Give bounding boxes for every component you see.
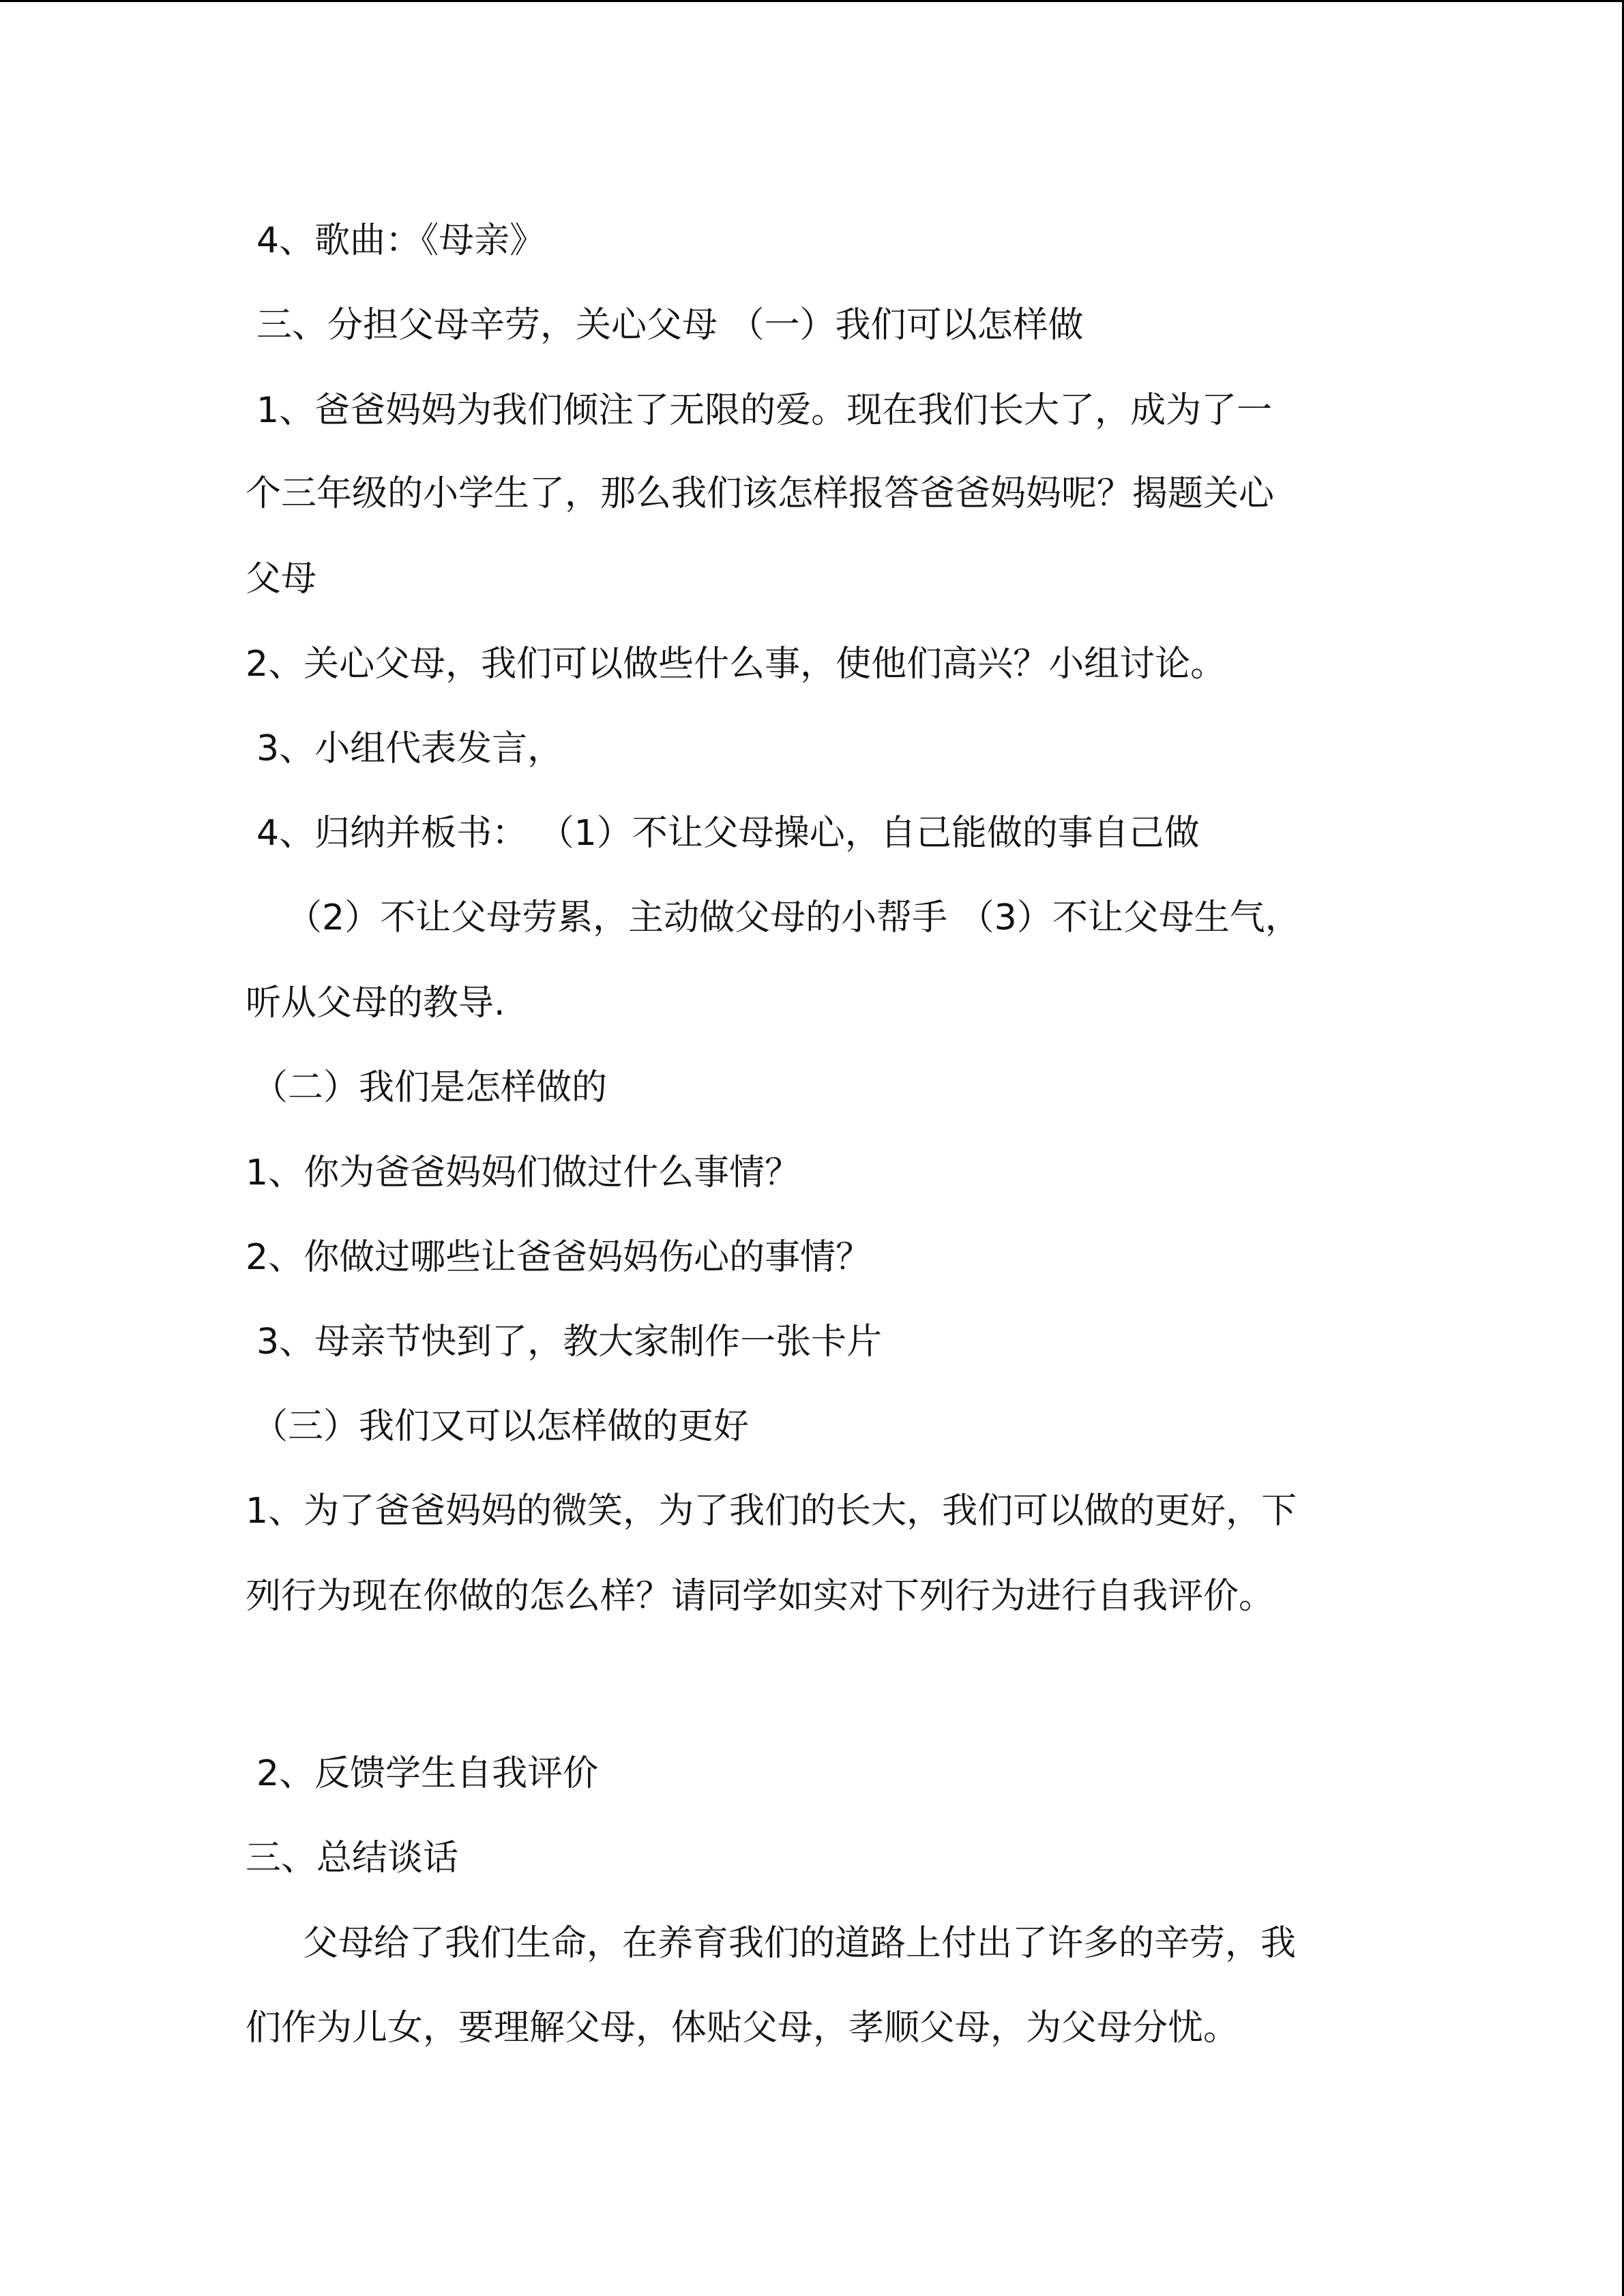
text-line: （2）不让父母劳累，主动做父母的小帮手 （3）不让父母生气， (286, 897, 1301, 938)
section-heading: （三）我们又可以怎样做的更好 (252, 1406, 750, 1447)
text-line: 个三年级的小学生了，那么我们该怎样报答爸爸妈妈呢？揭题关心 (246, 473, 1275, 514)
text-line: 2、你做过哪些让爸爸妈妈伤心的事情？ (246, 1237, 872, 1278)
text-line: 听从父母的教导. (246, 983, 505, 1024)
page-border-top (0, 0, 1624, 2)
section-heading: 三、总结谈话 (246, 1838, 459, 1879)
text-line: 3、小组代表发言， (256, 728, 563, 769)
text-line: 4、歌曲：《母亲》 (256, 220, 546, 261)
text-line: 2、关心父母，我们可以做些什么事，使他们高兴？小组讨论。 (246, 644, 1226, 685)
text-line: 列行为现在你做的怎么样？请同学如实对下列行为进行自我评价。 (246, 1576, 1275, 1617)
text-line: 2、反馈学生自我评价 (256, 1753, 599, 1794)
text-line: 3、母亲节快到了，教大家制作一张卡片 (256, 1322, 883, 1362)
text-line: 1、为了爸爸妈妈的微笑，为了我们的长大，我们可以做的更好，下 (246, 1491, 1297, 1532)
text-line: 父母给了我们生命，在养育我们的道路上付出了许多的辛劳，我 (303, 1923, 1297, 1964)
text-line: 们作为儿女，要理解父母，体贴父母，孝顺父母，为父母分忧。 (246, 2008, 1239, 2048)
section-heading: （二）我们是怎样做的 (252, 1067, 608, 1108)
section-heading: 三、分担父母辛劳，关心父母 （一）我们可以怎样做 (256, 305, 1084, 346)
text-line: 1、爸爸妈妈为我们倾注了无限的爱。现在我们长大了，成为了一 (256, 390, 1273, 431)
text-line: 父母 (246, 558, 317, 599)
text-line: 4、归纳并板书： （1）不让父母操心，自己能做的事自己做 (256, 813, 1200, 854)
text-line: 1、你为爸爸妈妈们做过什么事情？ (246, 1152, 801, 1193)
